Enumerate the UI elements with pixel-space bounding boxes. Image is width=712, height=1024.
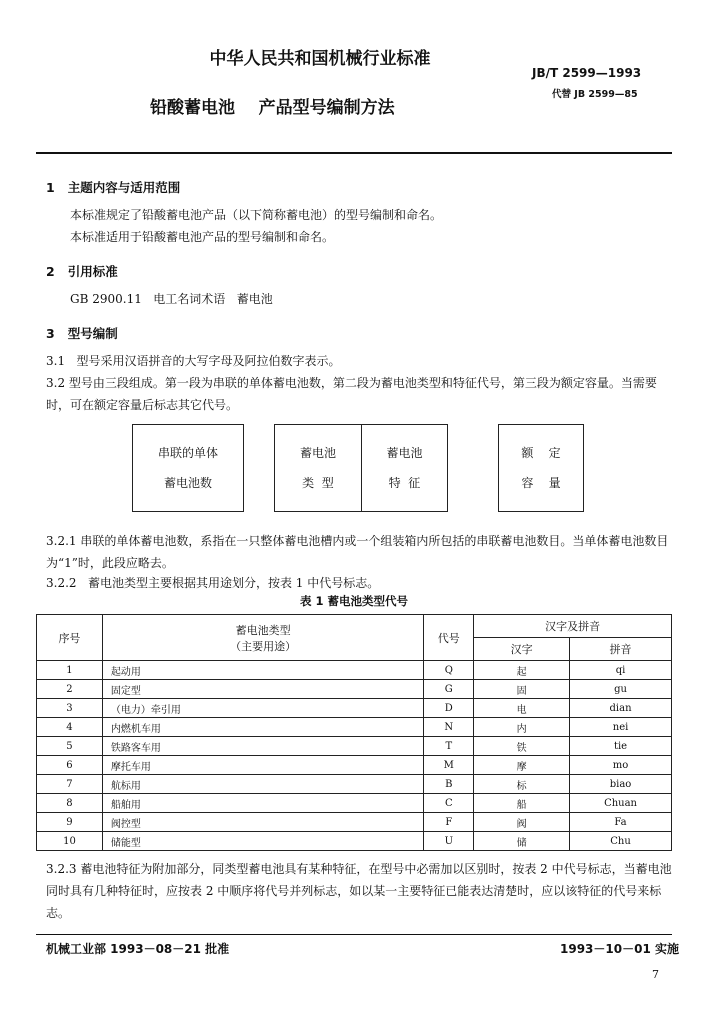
header-no: 序号 — [37, 615, 103, 661]
diagram-box-cell-count-line1: 串联的单体 — [157, 446, 218, 460]
section-2-reference: GB 2900.11 电工名词术语 蓄电池 — [70, 292, 273, 306]
document-title: 铅酸蓄电池 产品型号编制方法 — [150, 98, 395, 118]
diagram-box-feature — [362, 425, 447, 511]
cell-type: 航标用 — [102, 775, 423, 794]
cell-code: T — [424, 737, 474, 756]
cell-type: 摩托车用 — [102, 756, 423, 775]
table-row — [37, 661, 672, 680]
cell-hanzi: 固 — [474, 680, 570, 699]
cell-pinyin: Chuan — [570, 794, 672, 813]
replaces-standard: 代替 JB 2599—85 — [552, 89, 638, 100]
cell-hanzi: 铁 — [474, 737, 570, 756]
cell-no: 5 — [37, 737, 103, 756]
diagram-box-capacity-line1: 额 定 — [521, 446, 561, 460]
diagram-box-feature-line1: 蓄电池 — [386, 446, 423, 460]
table-1 — [36, 614, 672, 851]
cell-type: 起动用 — [102, 661, 423, 680]
cell-hanzi: 电 — [474, 699, 570, 718]
cell-hanzi: 起 — [474, 661, 570, 680]
cell-type: 阀控型 — [102, 813, 423, 832]
table-row — [37, 699, 672, 718]
approval-date: 机械工业部 1993－08－21 批准 — [46, 942, 230, 956]
cell-hanzi: 阀 — [474, 813, 570, 832]
cell-type: 内燃机车用 — [102, 718, 423, 737]
table-row — [37, 680, 672, 699]
header-rule — [36, 152, 672, 154]
cell-type: （电力）牵引用 — [102, 699, 423, 718]
cell-pinyin: Fa — [570, 813, 672, 832]
section-3-heading: 3 型号编制 — [46, 326, 118, 341]
cell-pinyin: dian — [570, 699, 672, 718]
cell-hanzi: 标 — [474, 775, 570, 794]
table-row — [37, 794, 672, 813]
cell-hanzi: 储 — [474, 832, 570, 851]
section-1-heading: 1 主题内容与适用范围 — [46, 180, 181, 195]
section-3-2-3: 3.2.3 蓄电池特征为附加部分，同类型蓄电池具有某种特征，在型号中必需加以区别时，按表 2 中代号标志，当蓄电池同时具有几种特征时，应按表 2 中顺序将代号并列标志，如以某一主要特征已能表达清楚时，应以该特征的代号来标志。 — [46, 862, 672, 920]
header-hanzi: 汉字 — [474, 638, 570, 661]
cell-pinyin: mo — [570, 756, 672, 775]
cell-code: F — [424, 813, 474, 832]
section-3-2-2: 3.2.2 蓄电池类型主要根据其用途划分，按表 1 中代号标志。 — [46, 576, 380, 590]
page-number: 7 — [652, 968, 659, 981]
section-1-para-2: 本标准适用于铅酸蓄电池产品的型号编制和命名。 — [70, 230, 335, 244]
table-row — [37, 718, 672, 737]
cell-code: N — [424, 718, 474, 737]
section-3-2-1: 3.2.1 串联的单体蓄电池数，系指在一只整体蓄电池槽内或一个组装箱内所包括的串联蓄电池数目。当单体蓄电池数目为“1”时，此段应略去。 — [46, 534, 669, 570]
section-3-2: 3.2 型号由三段组成。第一段为串联的单体蓄电池数，第二段为蓄电池类型和特征代号，第三段为额定容量。当需要时，可在额定容量后标志其它代号。 — [46, 376, 657, 412]
cell-hanzi: 内 — [474, 718, 570, 737]
cell-pinyin: Chu — [570, 832, 672, 851]
diagram-box-feature-line2: 特 征 — [388, 476, 421, 490]
footer-rule — [36, 934, 672, 935]
header-hanzi-pinyin: 汉字及拼音 — [474, 615, 672, 638]
cell-type: 铁路客车用 — [102, 737, 423, 756]
cell-code: G — [424, 680, 474, 699]
cell-type: 储能型 — [102, 832, 423, 851]
cell-no: 6 — [37, 756, 103, 775]
cell-no: 10 — [37, 832, 103, 851]
cell-hanzi: 船 — [474, 794, 570, 813]
implementation-date: 1993－10－01 实施 — [560, 942, 679, 956]
header-type-line2: （主要用途） — [230, 639, 297, 653]
diagram-box-cell-count — [132, 424, 244, 512]
diagram-box-type-line1: 蓄电池 — [299, 446, 336, 460]
cell-pinyin: nei — [570, 718, 672, 737]
diagram-box-capacity — [498, 424, 584, 512]
standard-number: JB/T 2599—1993 — [532, 66, 642, 80]
org-title: 中华人民共和国机械行业标准 — [209, 49, 431, 69]
cell-code: M — [424, 756, 474, 775]
cell-code: D — [424, 699, 474, 718]
table-1-caption: 表 1 蓄电池类型代号 — [299, 594, 408, 608]
cell-no: 9 — [37, 813, 103, 832]
header-code: 代号 — [424, 615, 474, 661]
diagram-box-cell-count-line2: 蓄电池数 — [163, 476, 212, 490]
table-row — [37, 813, 672, 832]
cell-no: 7 — [37, 775, 103, 794]
section-1-para-1: 本标准规定了铅酸蓄电池产品（以下简称蓄电池）的型号编制和命名。 — [70, 208, 443, 222]
cell-code: C — [424, 794, 474, 813]
cell-hanzi: 摩 — [474, 756, 570, 775]
header-pinyin: 拼音 — [570, 638, 672, 661]
section-2-heading: 2 引用标准 — [46, 264, 118, 279]
cell-no: 1 — [37, 661, 103, 680]
section-3-1: 3.1 型号采用汉语拼音的大写字母及阿拉伯数字表示。 — [46, 354, 341, 368]
cell-pinyin: biao — [570, 775, 672, 794]
header-type-line1: 蓄电池类型 — [235, 623, 291, 637]
header-type — [102, 615, 423, 661]
cell-pinyin: gu — [570, 680, 672, 699]
diagram-box-type — [275, 425, 362, 511]
table-row — [37, 756, 672, 775]
cell-code: B — [424, 775, 474, 794]
cell-pinyin: tie — [570, 737, 672, 756]
diagram-box-type-feature — [274, 424, 448, 512]
cell-code: Q — [424, 661, 474, 680]
table-row — [37, 775, 672, 794]
cell-no: 4 — [37, 718, 103, 737]
cell-no: 3 — [37, 699, 103, 718]
cell-pinyin: qi — [570, 661, 672, 680]
cell-type: 船舶用 — [102, 794, 423, 813]
cell-code: U — [424, 832, 474, 851]
table-row — [37, 832, 672, 851]
cell-no: 8 — [37, 794, 103, 813]
table-row — [37, 737, 672, 756]
cell-type: 固定型 — [102, 680, 423, 699]
diagram-box-type-line2: 类 型 — [302, 476, 334, 490]
cell-no: 2 — [37, 680, 103, 699]
diagram-box-capacity-line2: 容 量 — [521, 476, 561, 490]
